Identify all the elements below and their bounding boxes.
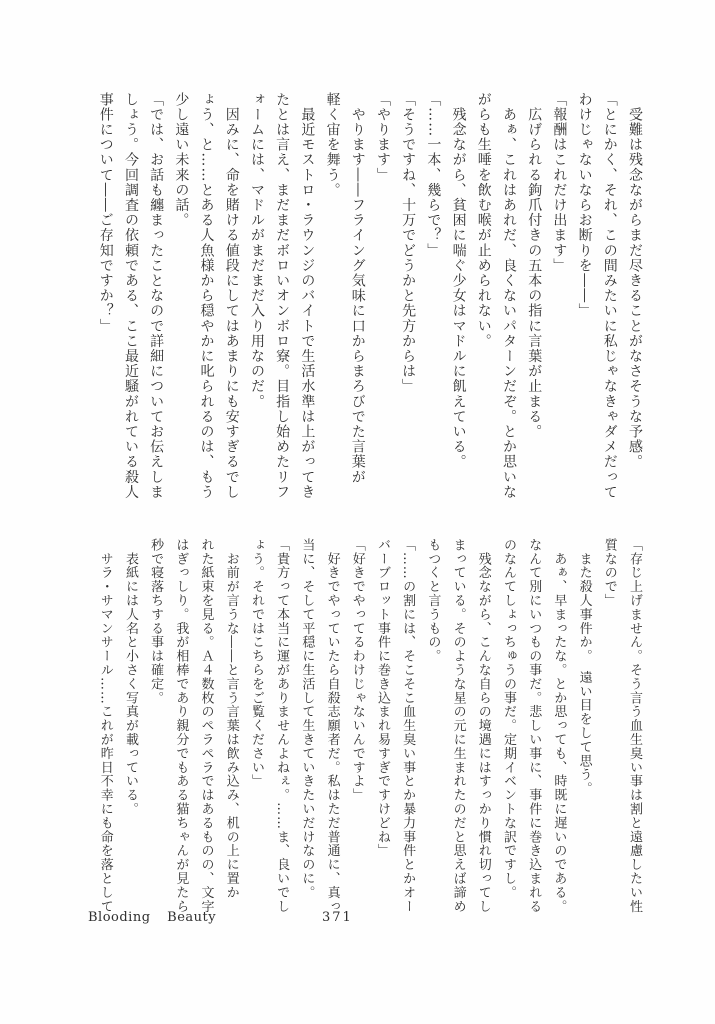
text-line: 事件について――ご存知ですか？」 [97,92,114,334]
text-line: 「やります」 [374,92,391,183]
text-line: 因みに、命を賭ける値段にしてはあまりにも安すぎるでし [223,92,240,500]
text-line: 「……一本、幾らで？」 [425,92,442,259]
text-band-bottom [93,538,647,914]
text-line: やります――フライング気味に口からまろびでた言葉が [349,92,366,485]
text-line: わけじゃないならお断りを――」 [576,92,593,319]
text-line: 秒で寝落ちする事は確定。 [148,538,164,705]
text-line: 「好きでやってるわけじゃないんですよ」 [349,538,365,803]
text-line: 「そうですね、十万でどうかと先方からは」 [400,92,417,394]
page-number: 371 [322,910,353,925]
text-line: まっている。そのような星の元に生まれたのだと思えば諦め [450,538,466,914]
text-line: バーブロット事件に巻き込まれ易すぎですけどね」 [374,538,390,858]
text-line: がらも生唾を飲む喉が止められない。 [475,92,492,349]
text-line: 「では、お話も纏まったことなので詳細についてお伝えしま [148,92,165,500]
text-line: あぁ、これはあれだ、良くないパターンだぞ。とか思いな [500,92,517,500]
text-line: お前が言うな――と言う言葉は飲み込み、机の上に置か [223,538,239,900]
text-line: 質なので」 [601,538,617,608]
text-line: なんて別にいつもの事だ。悲しい事に、事件に巻き込まれる [526,538,542,914]
text-line: 「とにかく、それ、この間みたいに私じゃなきゃダメだって [601,92,618,500]
text-line: 最近モストロ・ラウンジのバイトで生活水準は上がってき [299,92,316,500]
text-line: 表紙には人名と小さく写真が載っている。 [122,538,138,816]
text-line: 当に、そして平穏に生活して生きていきたいだけなのに。 [299,538,315,900]
text-line: のなんてしょっちゅうの事だ。定期イベントな訳ですし。 [500,538,516,900]
text-line: 「貴方って本当に運がありませんよねぇ。……ま、良いでし [274,538,290,914]
text-band-top [93,92,647,510]
text-line: しょう。今回調査の依頼である、ここ最近騒がれている殺人 [122,92,139,500]
text-line: サラ・サマンサール……これが昨日不幸にも命を落として [97,538,113,914]
text-line: 広げられる鉤爪付きの五本の指に言葉が止まる。 [526,92,543,440]
text-line: ォームには、マドルがまだまだ入り用なのだ。 [248,92,265,410]
text-line: もつくと言うもの。 [425,538,441,664]
text-line: ょう。それではこちらをご覧ください」 [248,538,264,789]
text-line: 軽く宙を舞う。 [324,92,341,198]
text-line: 「存じ上げません。そう言う血生臭い事は割と遠慮したい性 [627,538,642,914]
text-line: れた紙束を見る。Ａ４数枚のペラペラではあるものの、文字 [198,538,214,914]
text-line: 好きでやっていたら自殺志願者だ。私はただ普通に、真っ [324,538,340,914]
text-line: ょう、と……とある人魚様から穏やかに叱られるのは、もう [198,92,215,500]
text-line: はぎっしり。我が相棒であり親分でもある猫ちゃんが見たら [173,538,189,914]
text-line: あぁ、早まったな。とか思っても、時既に遅いのである。 [551,538,567,914]
text-line: 受難は残念ながらまだ尽きることがなさそうな予感。 [627,92,643,470]
text-line: 「報酬はこれだけ出ます」 [551,92,568,274]
text-line: また殺人事件か。 遠い目をして思う。 [576,538,592,796]
text-line: 「……の割には、そこそこ血生臭い事とか暴力事件とかオー [400,538,416,914]
text-line: 残念ながら、貧困に喘ぐ少女はマドルに飢えている。 [450,92,467,470]
text-line: 残念ながら、こんな自らの境遇にはすっかり慣れ切ってし [475,538,491,914]
running-footer [0,910,715,930]
text-line: たとは言え、まだまだボロいオンボロ寮。目指し始めたリフ [274,92,291,500]
text-line: 少し遠い未来の話。 [173,92,190,228]
book-title: Blooding Beauty [88,910,217,925]
